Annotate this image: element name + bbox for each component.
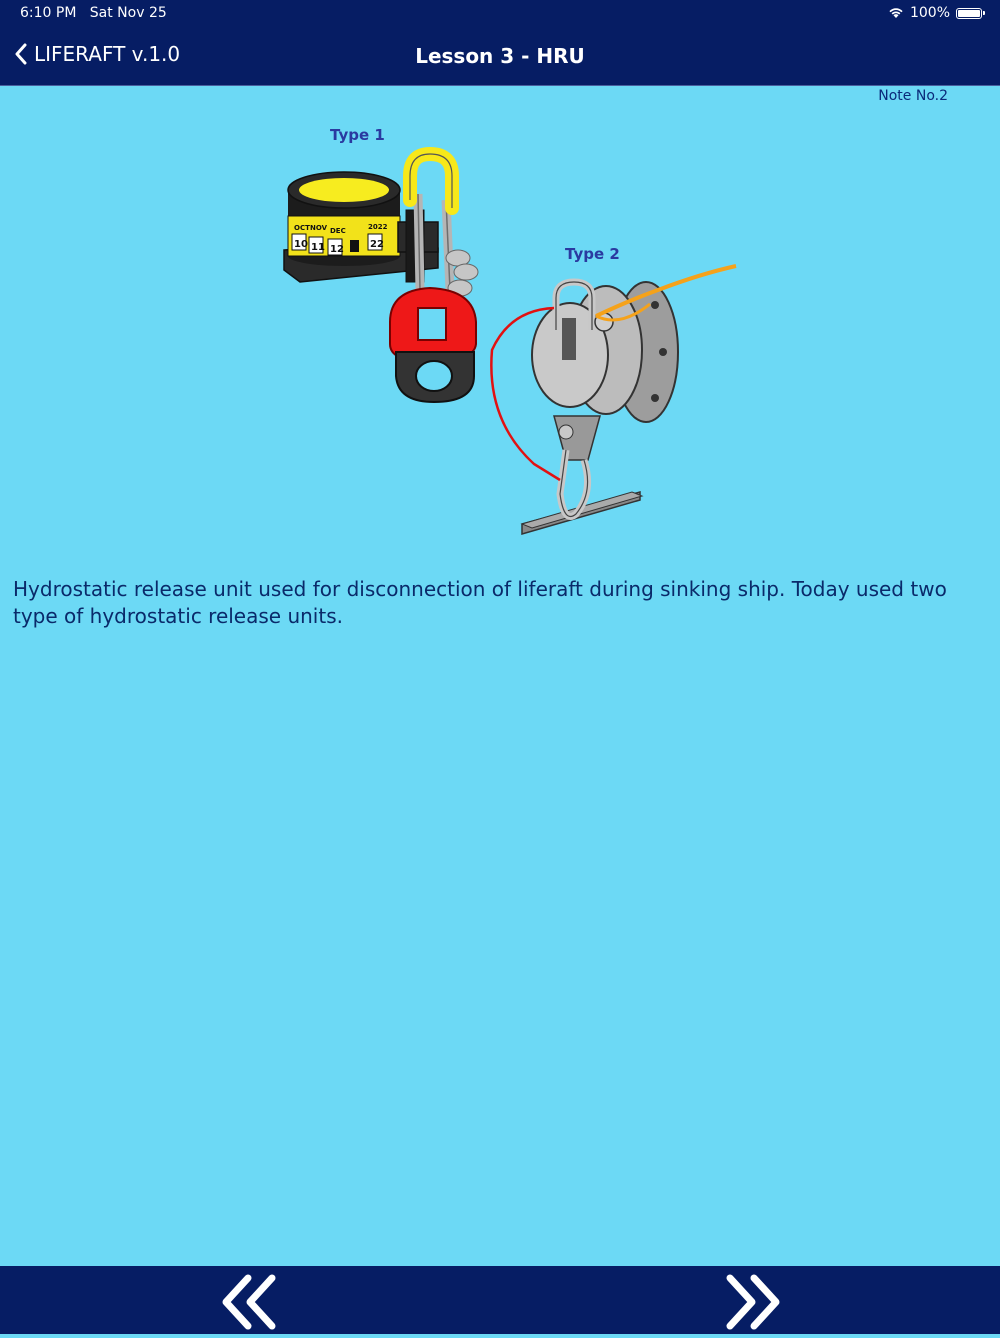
month-oct: OCT <box>294 224 310 232</box>
lesson-description: Hydrostatic release unit used for disconnection of liferaft during sinking ship. Today used two type of hydrostatic release units. <box>13 577 947 628</box>
type1-label: Type 1 <box>330 126 385 144</box>
wifi-icon <box>888 7 904 19</box>
status-time-text: 6:10 PM <box>20 5 77 21</box>
status-time <box>20 5 167 21</box>
day-11: 11 <box>311 242 325 253</box>
back-label: LIFERAFT v.1.0 <box>34 42 181 66</box>
battery-icon <box>956 8 982 19</box>
year-label: 2022 <box>368 223 388 231</box>
previous-button[interactable] <box>218 1272 282 1334</box>
bottom-bar <box>0 1266 1000 1334</box>
note-number: Note No.2 <box>878 88 948 104</box>
status-date-text: Sat Nov 25 <box>89 5 167 21</box>
status-right <box>888 5 982 21</box>
type1-hru-image <box>284 154 478 402</box>
month-dec: DEC <box>330 227 346 235</box>
battery-percent: 100% <box>909 5 950 21</box>
double-chevron-right-icon <box>720 1272 784 1334</box>
type2-hru-image <box>491 266 736 534</box>
double-chevron-left-icon <box>218 1272 282 1334</box>
month-nov: NOV <box>310 224 328 232</box>
day-10: 10 <box>294 239 308 250</box>
day-12: 12 <box>330 244 344 255</box>
nav-bar <box>0 28 1000 86</box>
hru-illustration <box>270 140 750 550</box>
day-22: 22 <box>370 239 384 250</box>
type2-label: Type 2 <box>565 245 620 263</box>
page-title: Lesson 3 - HRU <box>415 44 585 68</box>
status-bar <box>0 0 1000 28</box>
next-button[interactable] <box>720 1272 784 1334</box>
